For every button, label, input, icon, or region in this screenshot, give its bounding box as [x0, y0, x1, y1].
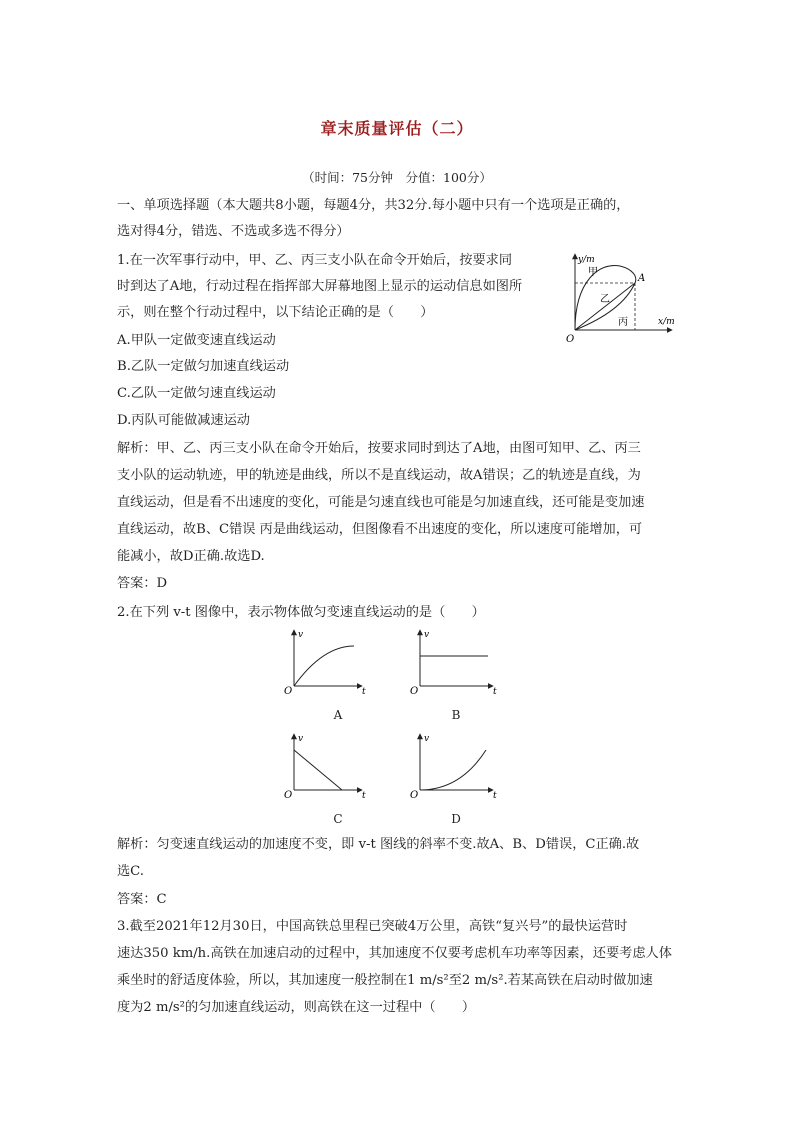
q3-line2: 速达350 km/h.高铁在加速启动的过程中，其加速度不仅要考虑机车功率等因素，还要考虑人体: [117, 946, 672, 961]
line-c: [294, 750, 342, 790]
q1-stem-line2: 时到达了A地，行动过程在指挥部大屏幕地图上显示的运动信息如图所: [117, 279, 523, 294]
x-axis-label: x/m: [658, 317, 675, 327]
q2-graph-a: [282, 626, 372, 696]
q1-trajectory-figure: [560, 250, 690, 350]
q1-stem-line1: 1.在一次军事行动中，甲、乙、丙三支小队在命令开始后，按要求同: [117, 253, 513, 268]
q1-option-c: C.乙队一定做匀速直线运动: [117, 386, 276, 401]
label-bing: 丙: [618, 317, 628, 328]
section-heading-line1: 一、单项选择题（本大题共8小题，每题4分，共32分.每小题中只有一个选项是正确的，: [117, 198, 630, 213]
label-jia: 甲: [588, 267, 598, 278]
q2-stem: 2.在下列 v-t 图像中，表示物体做匀变速直线运动的是（ ）: [117, 605, 485, 620]
q3-line1: 3.截至2021年12月30日，中国高铁总里程已突破4万公里，高铁“复兴号”的最快运营时: [117, 919, 628, 934]
curve-d: [420, 750, 486, 790]
q2-graph-c-label: C: [333, 812, 343, 826]
t-label: t: [493, 687, 497, 696]
origin-label: O: [284, 790, 293, 800]
t-label: t: [362, 791, 366, 800]
q2-graph-d-label: D: [451, 812, 461, 826]
exam-info: （时间：75分钟 分值：100分）: [302, 170, 492, 185]
v-label: v: [424, 734, 430, 744]
section-heading-line2: 选对得4分，错选、不选或多选不得分）: [117, 224, 350, 239]
page-title: 章末质量评估（二）: [320, 119, 474, 138]
curve-a: [294, 646, 354, 686]
q1-analysis-line4: 直线运动，故B、C错误 丙是曲线运动，但图像看不出速度的变化，所以速度可能增加，可: [117, 522, 643, 537]
v-label: v: [424, 630, 430, 640]
q1-analysis-line2: 支小队的运动轨迹，甲的轨迹是曲线，所以不是直线运动，故A错误；乙的轨迹是直线，为: [117, 468, 641, 483]
point-a-label: A: [638, 273, 646, 284]
t-label: t: [493, 791, 497, 800]
q2-graph-c: [282, 730, 372, 800]
q2-graph-d: [408, 730, 503, 800]
v-label: v: [298, 630, 304, 640]
q1-answer: 答案：D: [117, 576, 168, 591]
q3-line3: 乘坐时的舒适度体验，所以，其加速度一般控制在1 m/s²至2 m/s².若某高铁在启动时做加速: [117, 973, 653, 988]
origin-label: O: [410, 790, 419, 800]
label-yi: 乙: [600, 294, 610, 305]
q2-analysis-line2: 选C.: [117, 864, 144, 879]
q2-graph-a-label: A: [333, 708, 343, 722]
q1-analysis-line3: 直线运动，但是看不出速度的变化，可能是匀速直线也可能是匀加速直线，还可能是变加速: [117, 495, 645, 510]
t-label: t: [362, 687, 366, 696]
q2-answer: 答案：C: [117, 892, 167, 907]
q2-graph-b: [408, 626, 503, 696]
q3-line4: 度为2 m/s²的匀加速直线运动，则高铁在这一过程中（ ）: [117, 1000, 476, 1015]
origin-label: O: [566, 334, 575, 345]
q2-analysis-line1: 解析：匀变速直线运动的加速度不变，即 v-t 图线的斜率不变.故A、B、D错误，C正确.故: [117, 837, 640, 852]
q1-option-b: B.乙队一定做匀加速直线运动: [117, 359, 290, 374]
q2-graph-b-label: B: [451, 708, 461, 722]
origin-label: O: [410, 686, 419, 696]
q1-option-a: A.甲队一定做变速直线运动: [117, 333, 276, 348]
q1-analysis-line5: 能减小，故D正确.故选D.: [117, 549, 265, 564]
q1-stem-line3: 示，则在整个行动过程中，以下结论正确的是（ ）: [117, 305, 434, 320]
q1-analysis-line1: 解析：甲、乙、丙三支小队在命令开始后，按要求同时到达了A地，由图可知甲、乙、丙三: [117, 441, 641, 456]
v-label: v: [298, 734, 304, 744]
y-axis-label: y/m: [578, 255, 595, 265]
q1-option-d: D.丙队可能做减速运动: [117, 413, 250, 428]
origin-label: O: [284, 686, 293, 696]
